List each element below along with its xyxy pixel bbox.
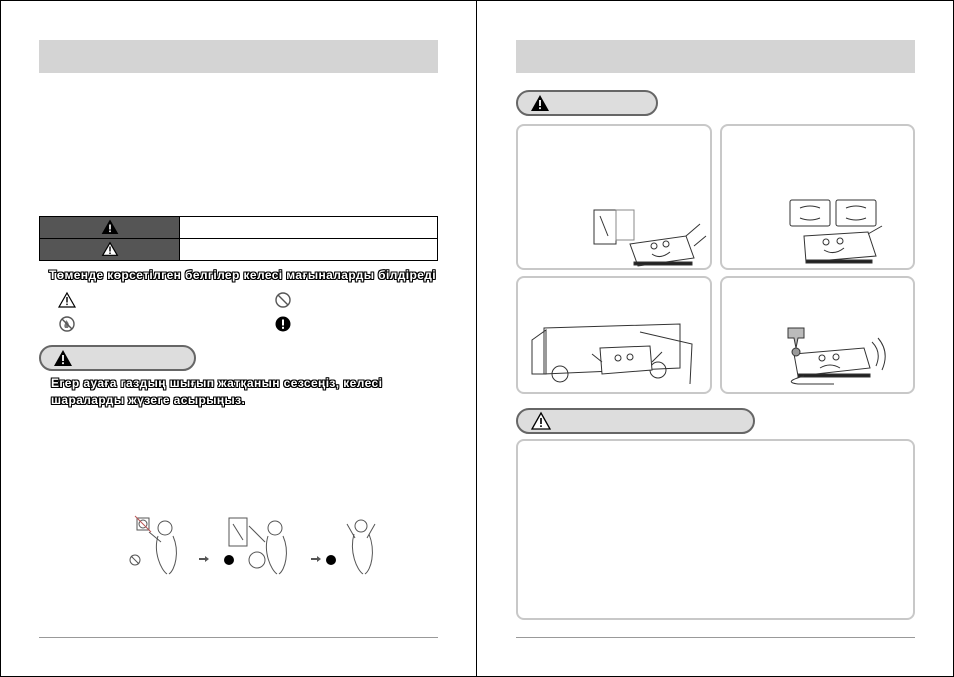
vehicle-illustration xyxy=(530,318,700,388)
caution-triangle-icon xyxy=(102,242,118,256)
prohibited-icon xyxy=(275,292,291,308)
gas-leak-steps-illustration xyxy=(125,512,385,578)
water-splash-illustration xyxy=(774,324,894,384)
no-fire-icon xyxy=(59,316,75,332)
warning-label-pill xyxy=(516,90,658,116)
arrow-icon xyxy=(311,556,321,562)
left-footer-line xyxy=(39,637,438,638)
warning-box-ventilate xyxy=(516,124,712,270)
warning-triangle-icon xyxy=(530,94,550,112)
right-header-bar xyxy=(516,40,915,73)
table-row xyxy=(40,217,438,239)
right-footer-line xyxy=(516,637,915,638)
warning-box-vehicle xyxy=(516,276,712,394)
caution-triangle-icon xyxy=(531,412,551,430)
caution-label-pill xyxy=(516,408,755,434)
symbol-table xyxy=(39,216,438,261)
warning-triangle-icon xyxy=(53,349,73,367)
warning-box-switch xyxy=(720,124,915,270)
warning-box-water xyxy=(720,276,915,394)
warning-label-pill xyxy=(39,345,196,371)
caution-key-cell xyxy=(40,239,180,261)
window-illustration xyxy=(590,206,710,266)
warning-key-cell xyxy=(40,217,180,239)
warning-desc-cell xyxy=(180,217,438,239)
page-fold-line xyxy=(476,0,477,677)
legend-heading: Төменде көрсетілген белгілер келесі мағыналарды білдіреді xyxy=(49,268,437,282)
caution-content-box xyxy=(516,439,915,620)
table-row xyxy=(40,239,438,261)
caution-triangle-icon xyxy=(58,292,76,308)
mandatory-icon xyxy=(275,316,291,332)
gas-warning-text: Егер ауаға газдың шығып жатқанын сезсеңіз, келесі шараларды жүзеге асырыңыз. xyxy=(51,376,383,407)
arrow-icon xyxy=(199,556,209,562)
left-header-bar xyxy=(39,40,438,73)
warning-triangle-icon xyxy=(102,220,118,234)
caution-desc-cell xyxy=(180,239,438,261)
switch-illustration xyxy=(786,196,896,266)
